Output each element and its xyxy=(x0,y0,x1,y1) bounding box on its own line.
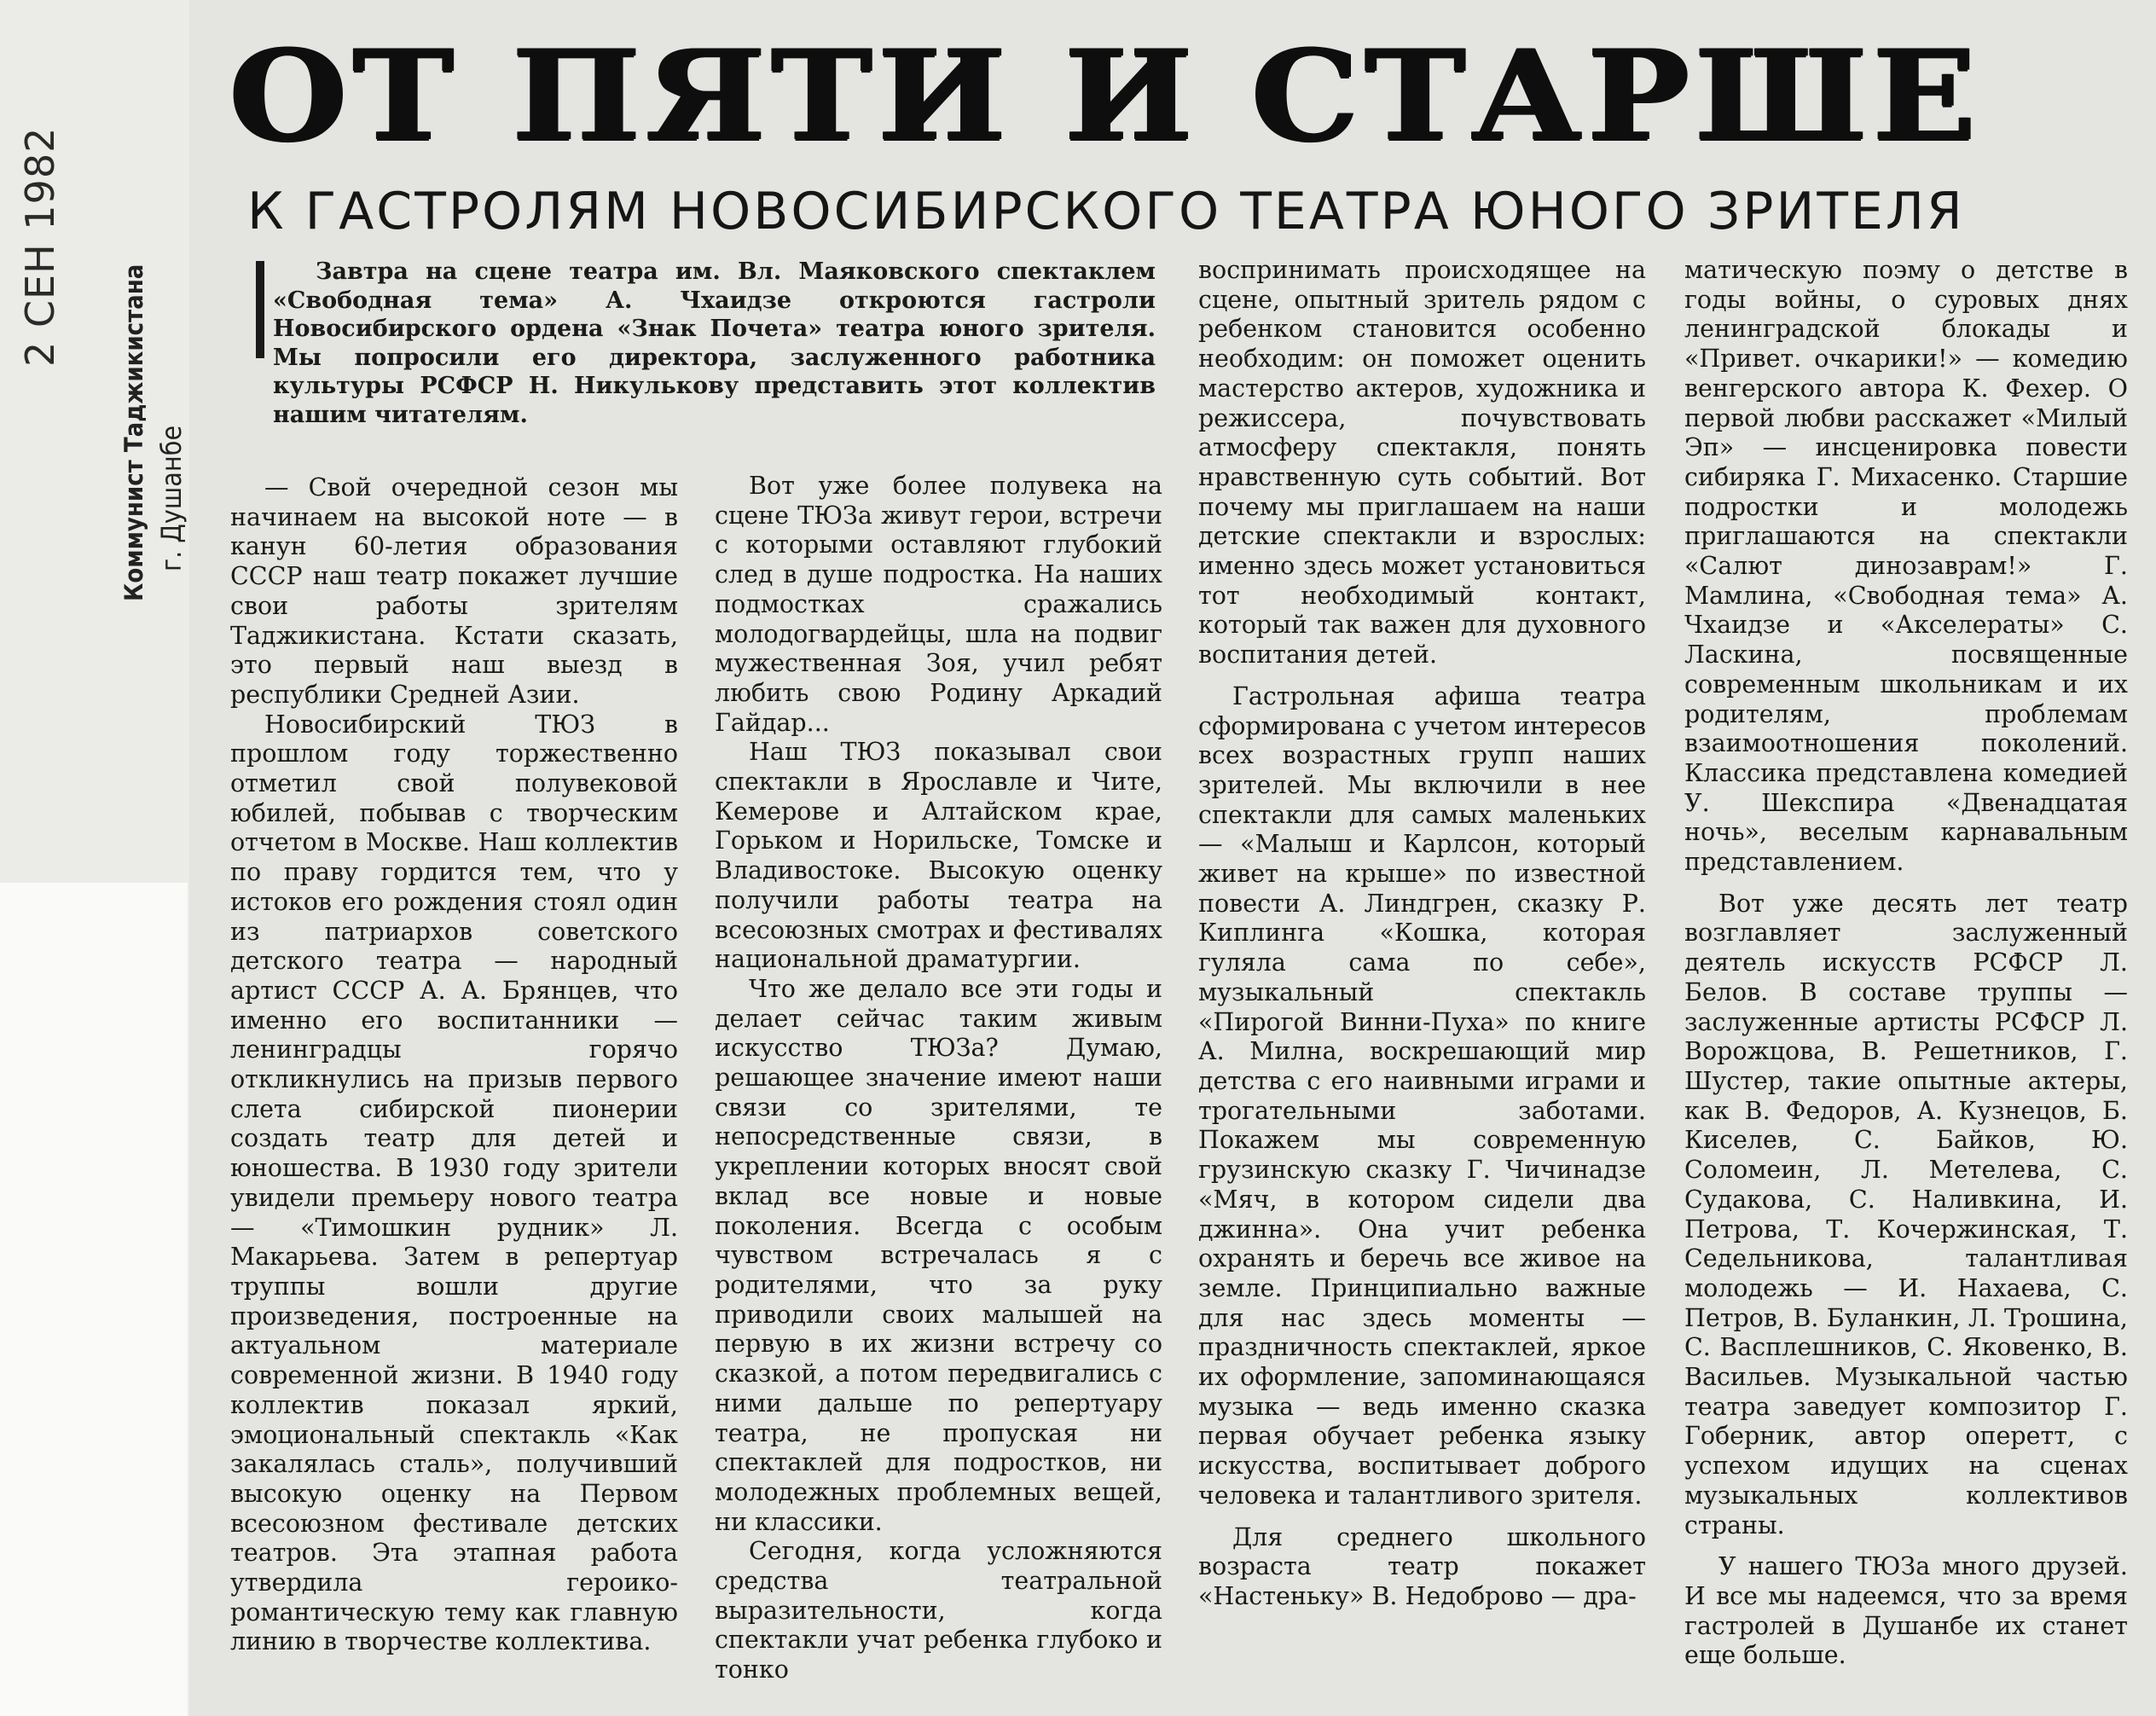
article-subheadline: К ГАСТРОЛЯМ НОВОСИБИРСКОГО ТЕАТРА ЮНОГО ЗРИТЕЛЯ xyxy=(247,182,1965,241)
paragraph: Гастрольная афиша театра сформирована с учетом интересов всех возрастных групп наших зрителей. Мы включили в нее спектакли для самых маленьких — «Малыш и Карлсон, который живет на крыше» по известной повести А. Линдгрен, сказку Р. Киплинга «Кошка, которая гуляла сама по себе», музыкальный спектакль «Пирогой Винни-Пуха» по книге А. Милна, воскрешающий мир детства с его наивными играми и трогательными заботами. Покажем мы современную грузинскую сказку Г. Чичинадзе «Мяч, в котором сидели два джинна». Она учит ребенка охранять и беречь все живое на земле. Принципиально важные для нас здесь моменты — праздничность спектаклей, яркое их оформление, запоминающаяся музыка — ведь именно сказка первая обучает ребенка языку искусства, воспитывает доброго человека и талантливого зрителя. xyxy=(1198,681,1646,1510)
paragraph: Сегодня, когда усложняются средства театральной выразительности, когда спектакли учат ребенка глубоко и тонко xyxy=(715,1537,1162,1684)
source-city-stamp: г. Душанбе xyxy=(155,425,188,571)
paragraph: Новосибирский ТЮЗ в прошлом году торжественно отметил свой полувековой юбилей, побывав с творческим отчетом в Москве. Наш коллектив по праву гордится тем, что у истоков его рождения стоял один из патриархов советского детского театра — народный артист СССР А. А. Брянцев, что именно его воспитанники — ленинградцы горячо откликнулись на призыв первого слета сибирской пионерии создать театр для детей и юношества. В 1930 году зрители увидели премьеру нового театра — «Тимошкин рудник» Л. Макарьева. Затем в репертуар труппы вошли другие произведения, построенные на актуальном материале современной жизни. В 1940 году коллектив показал яркий, эмоциональный спектакль «Как закалялась сталь», получивший высокую оценку на Первом всесоюзном фестивале детских театров. Эта этапная работа утвердила героико-романтическую тему как главную линию в творчестве коллектива. xyxy=(230,710,678,1656)
source-paper-stamp: Коммунист Таджикистана xyxy=(119,264,148,601)
paragraph: Вот уже десять лет театр возглавляет заслуженный деятель искусств РСФСР Л. Белов. В составе труппы — заслуженные артисты РСФСР Л. Ворожцова, В. Решетников, Г. Шустер, такие опытные актеры, как В. Федоров, А. Кузнецов, Б. Киселев, С. Байков, Ю. Соломеин, Л. Метелева, С. Судакова, С. Наливкина, И. Петрова, Т. Кочержинская, Т. Седельникова, талантливая молодежь — И. Нахаева, С. Петров, В. Буланкин, Л. Трошина, С. Васплешников, С. Яковенко, В. Васильев. Музыкальной частью театра заведует композитор Г. Гоберник, автор оперетт, с успехом идущих на сценах музыкальных коллективов страны. xyxy=(1684,889,2128,1539)
date-stamp: 2 СЕН 1982 xyxy=(17,126,63,367)
article-intro: Завтра на сцене театра им. Вл. Маяковского спектаклем «Свободная тема» А. Чхаидзе откроются гастроли Новосибирского ордена «Знак Почета» театра юного зрителя. Мы попросили его директора, заслуженного работника культуры РСФСР Н. Никулькову представить этот коллектив нашим читателям. xyxy=(273,258,1156,428)
paragraph: Что же делало все эти годы и делает сейчас таким живым искусство ТЮЗа? Думаю, решающее значение имеют наши связи со зрителями, те непосредственные связи, в укреплении которых вносят свой вклад все новые и новые поколения. Всегда с особым чувством встречалась я с родителями, что за руку приводили своих малышей на первую в их жизни встречу со сказкой, а потом передвигались с ними дальше по репертуару театра, не пропуская ни спектаклей для подростков, ни молодежных проблемных вещей, ни классики. xyxy=(715,974,1162,1536)
paragraph: Наш ТЮЗ показывал свои спектакли в Ярославле и Чите, Кемерове и Алтайском крае, Горьком и Норильске, Томске и Владивостоке. Высокую оценку получили работы театра на всесоюзных смотрах и фестивалях национальной драматургии. xyxy=(715,738,1162,974)
text-column-3 xyxy=(1198,256,1646,1612)
intro-marker-bar xyxy=(256,261,264,358)
paragraph: Для среднего школьного возраста театр покажет «Настеньку» В. Недоброво — дра- xyxy=(1198,1522,1646,1610)
article-headline: ОТ ПЯТИ И СТАРШЕ xyxy=(229,23,1982,169)
paragraph: У нашего ТЮЗа много друзей. И все мы надеемся, что за время гастролей в Душанбе их станет еще больше. xyxy=(1684,1552,2128,1670)
paragraph: матическую поэму о детстве в годы войны, о суровых днях ленинградской блокады и «Привет. очкарики!» — комедию венгерского автора К. Фехер. О первой любви расскажет «Милый Эп» — инсценировка повести сибиряка Г. Михасенко. Старшие подростки и молодежь приглашаются на спектакли «Салют динозаврам!» Г. Мамлина, «Свободная тема» А. Чхаидзе и «Акселераты» С. Ласкина, посвященные современным школьникам и их родителям, проблемам взаимоотношения поколений. Классика представлена комедией У. Шекспира «Двенадцатая ночь», веселым карнавальным представлением. xyxy=(1684,256,2128,877)
paragraph: Вот уже более полувека на сцене ТЮЗа живут герои, встречи с которыми оставляют глубокий след в душе подростка. На наших подмостках сражались молодогвардейцы, шла на подвиг мужественная Зоя, учил ребят любить свою Родину Аркадий Гайдар... xyxy=(715,472,1162,737)
paragraph: воспринимать происходящее на сцене, опытный зритель рядом с ребенком становится особенно необходим: он поможет оценить мастерство актеров, художника и режиссера, почувствовать атмосферу спектакля, понять нравственную суть событий. Вот почему мы приглашаем на наши детские спектакли и взрослых: именно здесь может установиться тот необходимый контакт, который так важен для духовного воспитания детей. xyxy=(1198,256,1646,670)
text-column-2 xyxy=(715,472,1162,1685)
paragraph: — Свой очередной сезон мы начинаем на высокой ноте — в канун 60-летия образования СССР наш театр покажет лучшие свои работы зрителям Таджикистана. Кстати сказать, это первый наш выезд в республики Средней Азии. xyxy=(230,473,678,709)
text-column-1 xyxy=(230,473,678,1657)
text-column-4 xyxy=(1684,256,2128,1671)
scan-white-margin xyxy=(0,883,188,1716)
